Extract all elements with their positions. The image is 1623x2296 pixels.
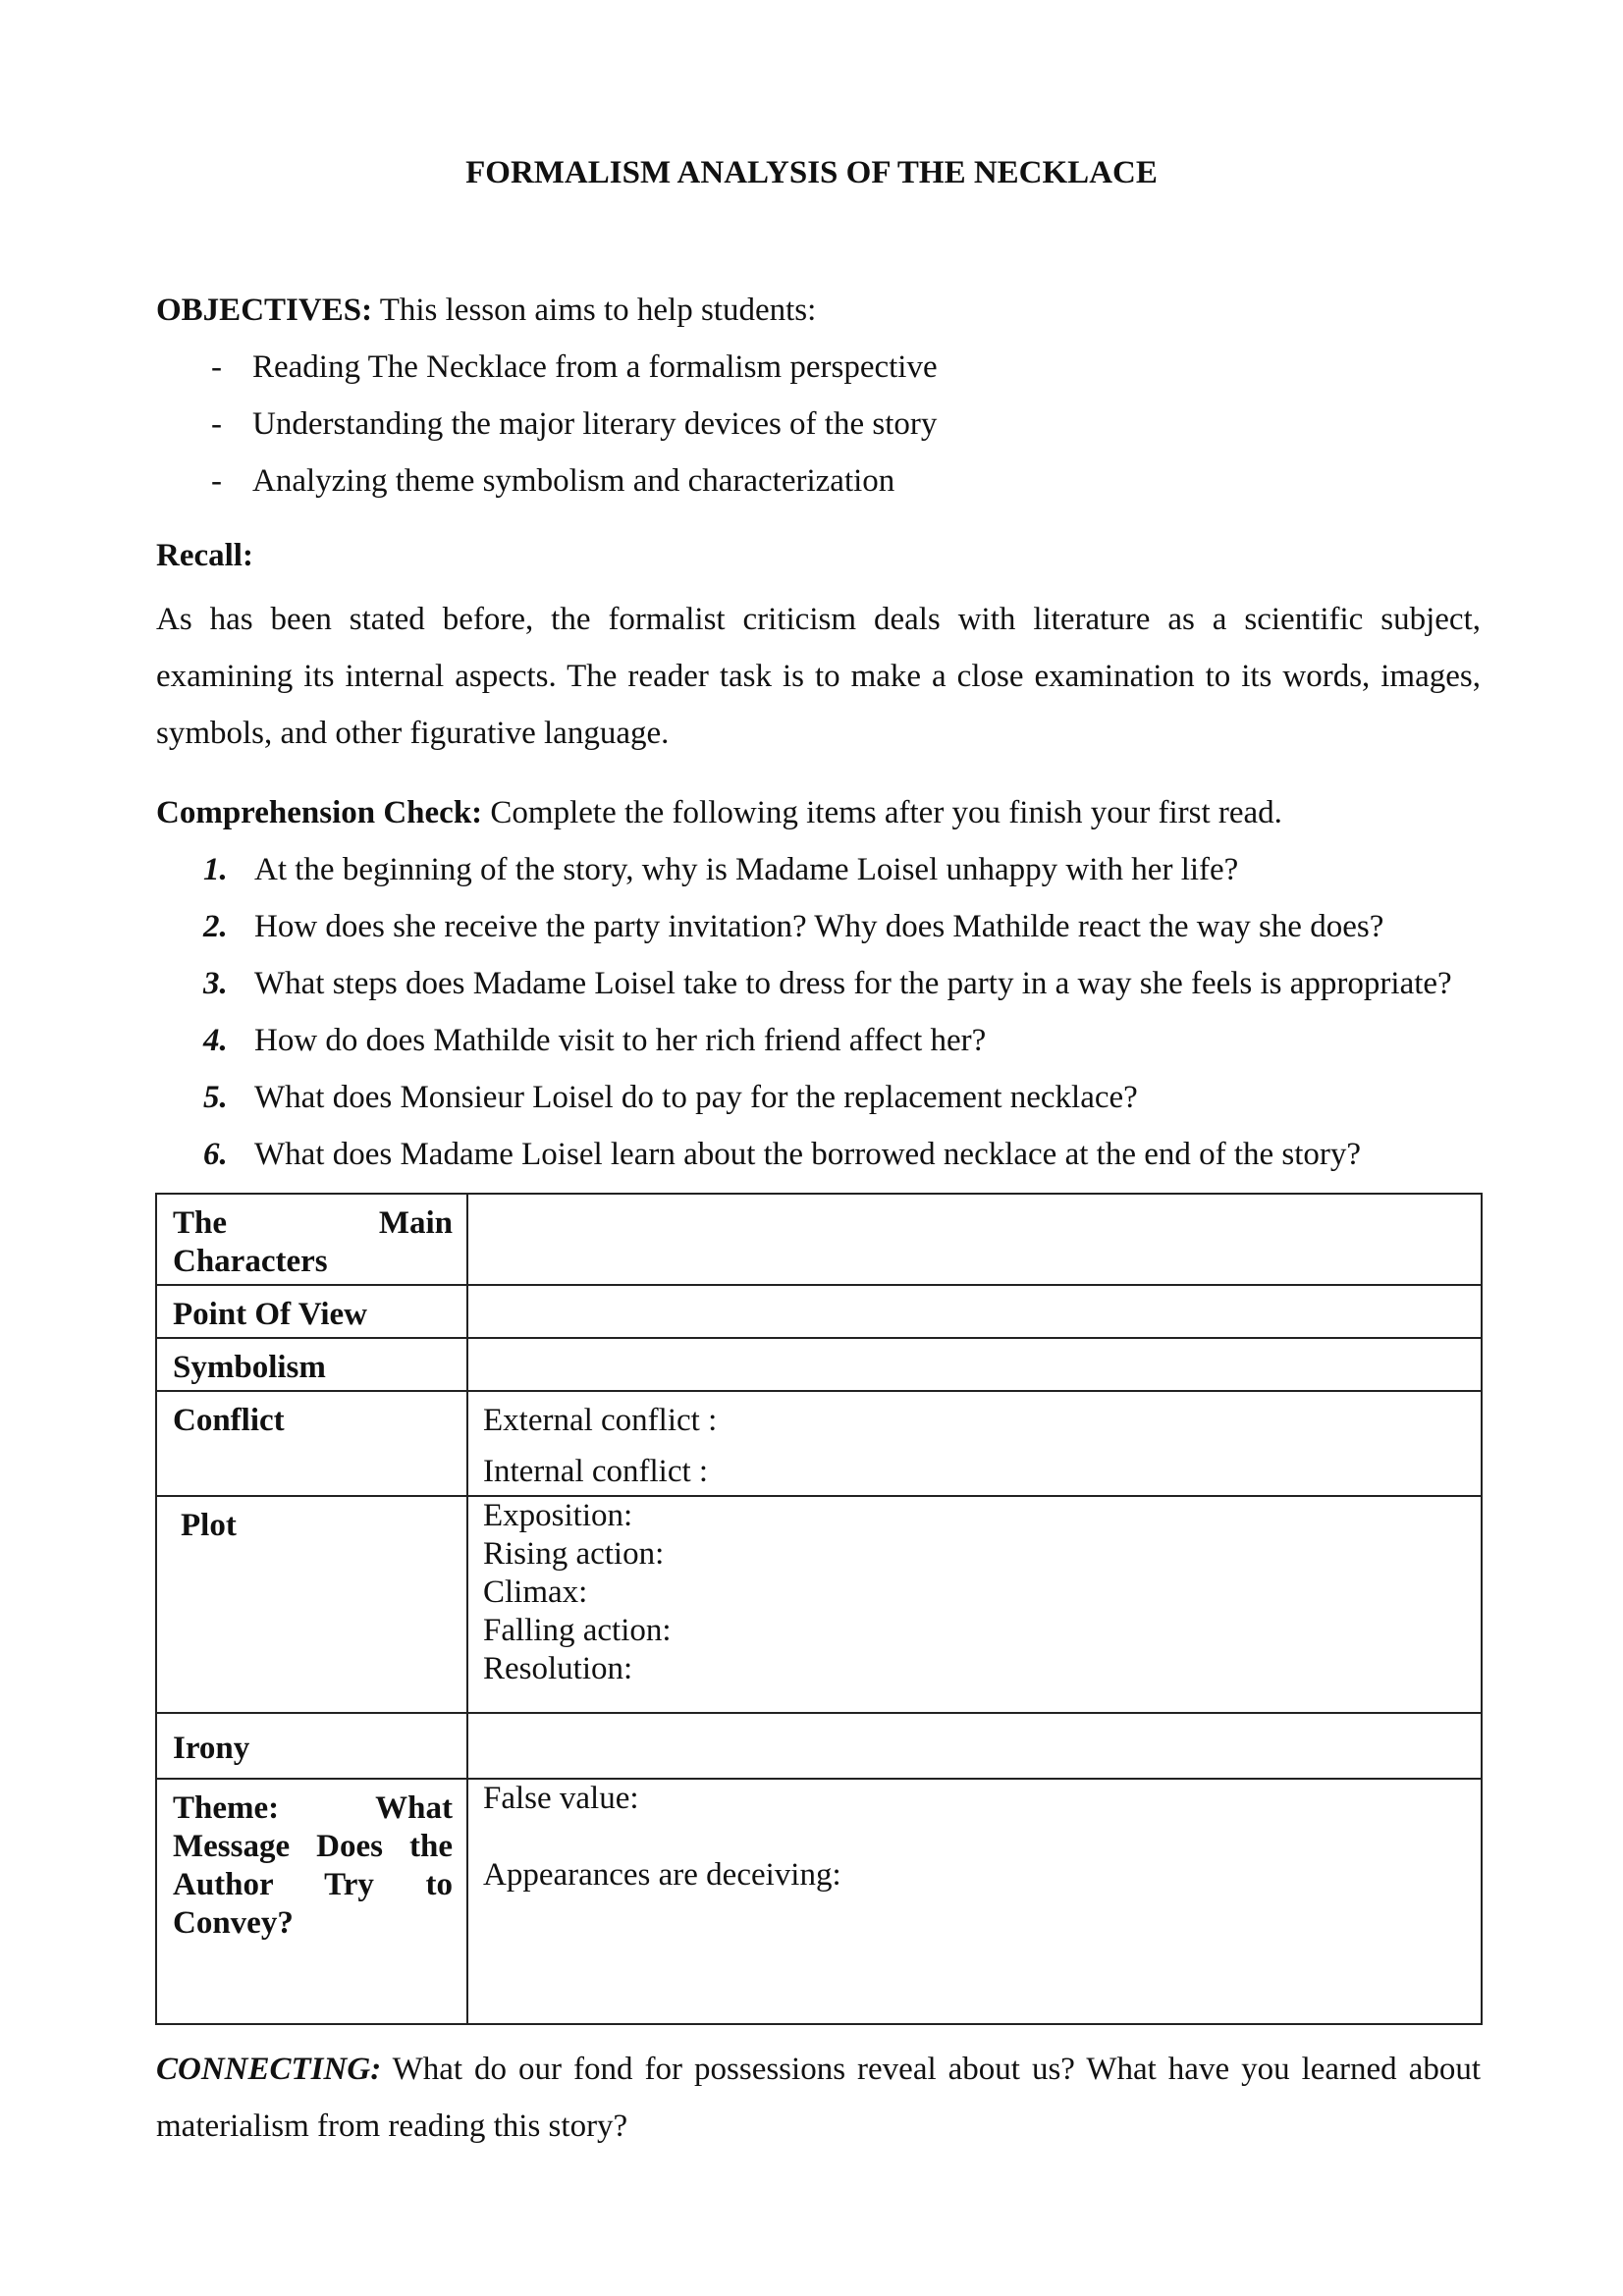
question-number: 4. <box>203 1023 228 1058</box>
comprehension-intro <box>156 793 1282 832</box>
theme-label: Theme: What Message Does the Author Try to Convey? <box>156 1779 467 2024</box>
comprehension-label: Comprehension Check: <box>156 795 483 830</box>
question-text: How do does Mathilde visit to her rich friend affect her? <box>254 1023 987 1058</box>
objectives-label: OBJECTIVES: <box>156 293 373 328</box>
analysis-table <box>155 1193 1483 2025</box>
plot-label: Plot <box>156 1496 467 1713</box>
recall-paragraph: As has been stated before, the formalist criticism deals with literature as a scientific subject, examining its internal aspects. The reader task is to make a close examination to its words, images, symbols, and other figurative language. <box>156 602 1481 751</box>
objectives-intro <box>156 291 816 330</box>
connecting-paragraph <box>156 2041 1481 2155</box>
irony-answer-cell[interactable] <box>467 1713 1482 1779</box>
objectives-list <box>211 347 938 518</box>
main-characters-word: The <box>173 1205 228 1241</box>
false-value-label: False value: <box>483 1781 639 1816</box>
plot-exposition: Exposition: <box>483 1498 633 1533</box>
point-of-view-answer-cell[interactable] <box>467 1285 1482 1338</box>
objective-text: Analyzing theme symbolism and characterization <box>252 463 895 499</box>
question-item <box>156 1135 1452 1192</box>
question-text: What does Monsieur Loisel do to pay for the replacement necklace? <box>254 1080 1138 1115</box>
objective-text: Understanding the major literary devices of the story <box>252 406 938 442</box>
page-title: FORMALISM ANALYSIS OF THE NECKLACE <box>465 155 1158 190</box>
objective-text: Reading The Necklace from a formalism perspective <box>252 349 938 385</box>
comprehension-intro-text: Complete the following items after you finish your first read. <box>482 795 1282 830</box>
main-characters-answer-cell[interactable] <box>467 1194 1482 1285</box>
connecting-text: What do our fond for possessions reveal about us? What have you learned about materialism from reading this story? <box>156 2052 1481 2144</box>
objective-item: - Reading The Necklace from a formalism perspective <box>211 349 938 385</box>
internal-conflict-label: Internal conflict : <box>483 1454 709 1489</box>
row-plot <box>156 1496 1482 1713</box>
row-theme <box>156 1779 1482 2024</box>
symbolism-answer-cell[interactable] <box>467 1338 1482 1391</box>
question-item <box>156 907 1452 964</box>
question-text: How does she receive the party invitation? Why does Mathilde react the way she does? <box>254 909 1384 944</box>
question-item <box>156 1021 1452 1078</box>
main-characters-word: Main <box>378 1205 453 1241</box>
irony-label: Irony <box>156 1713 467 1779</box>
row-conflict <box>156 1391 1482 1496</box>
question-item <box>156 1078 1452 1135</box>
question-item <box>156 850 1452 907</box>
theme-answer-cell[interactable] <box>467 1779 1482 2024</box>
question-number: 5. <box>203 1080 228 1115</box>
plot-resolution: Resolution: <box>483 1651 633 1686</box>
main-characters-label <box>156 1194 467 1285</box>
symbolism-label: Symbolism <box>156 1338 467 1391</box>
question-item <box>156 964 1452 1021</box>
point-of-view-label: Point Of View <box>156 1285 467 1338</box>
objective-item: - Analyzing theme symbolism and characterization <box>211 463 895 499</box>
question-text: What steps does Madame Loisel take to dress for the party in a way she feels is appropriate? <box>254 966 1452 1001</box>
row-irony <box>156 1713 1482 1779</box>
objectives-intro-text: This lesson aims to help students: <box>372 293 817 328</box>
question-text: What does Madame Loisel learn about the borrowed necklace at the end of the story? <box>254 1137 1362 1172</box>
appearances-label: Appearances are deceiving: <box>483 1857 841 1893</box>
plot-falling-action: Falling action: <box>483 1613 672 1648</box>
question-number: 2. <box>203 909 228 944</box>
recall-heading: Recall: <box>156 538 253 573</box>
conflict-label: Conflict <box>156 1391 467 1496</box>
main-characters-word: Characters <box>173 1244 328 1279</box>
plot-climax: Climax: <box>483 1575 588 1610</box>
question-text: At the beginning of the story, why is Madame Loisel unhappy with her life? <box>254 852 1239 887</box>
question-list <box>156 850 1452 1192</box>
question-number: 1. <box>203 852 228 887</box>
plot-answer-cell[interactable] <box>467 1496 1482 1713</box>
row-symbolism <box>156 1338 1482 1391</box>
row-point-of-view <box>156 1285 1482 1338</box>
external-conflict-label: External conflict : <box>483 1403 718 1438</box>
connecting-label: CONNECTING: <box>156 2052 382 2087</box>
conflict-answer-cell[interactable] <box>467 1391 1482 1496</box>
question-number: 6. <box>203 1137 228 1172</box>
plot-rising-action: Rising action: <box>483 1536 665 1572</box>
objective-item: - Understanding the major literary devices of the story <box>211 406 938 442</box>
question-number: 3. <box>203 966 228 1001</box>
row-main-characters <box>156 1194 1482 1285</box>
